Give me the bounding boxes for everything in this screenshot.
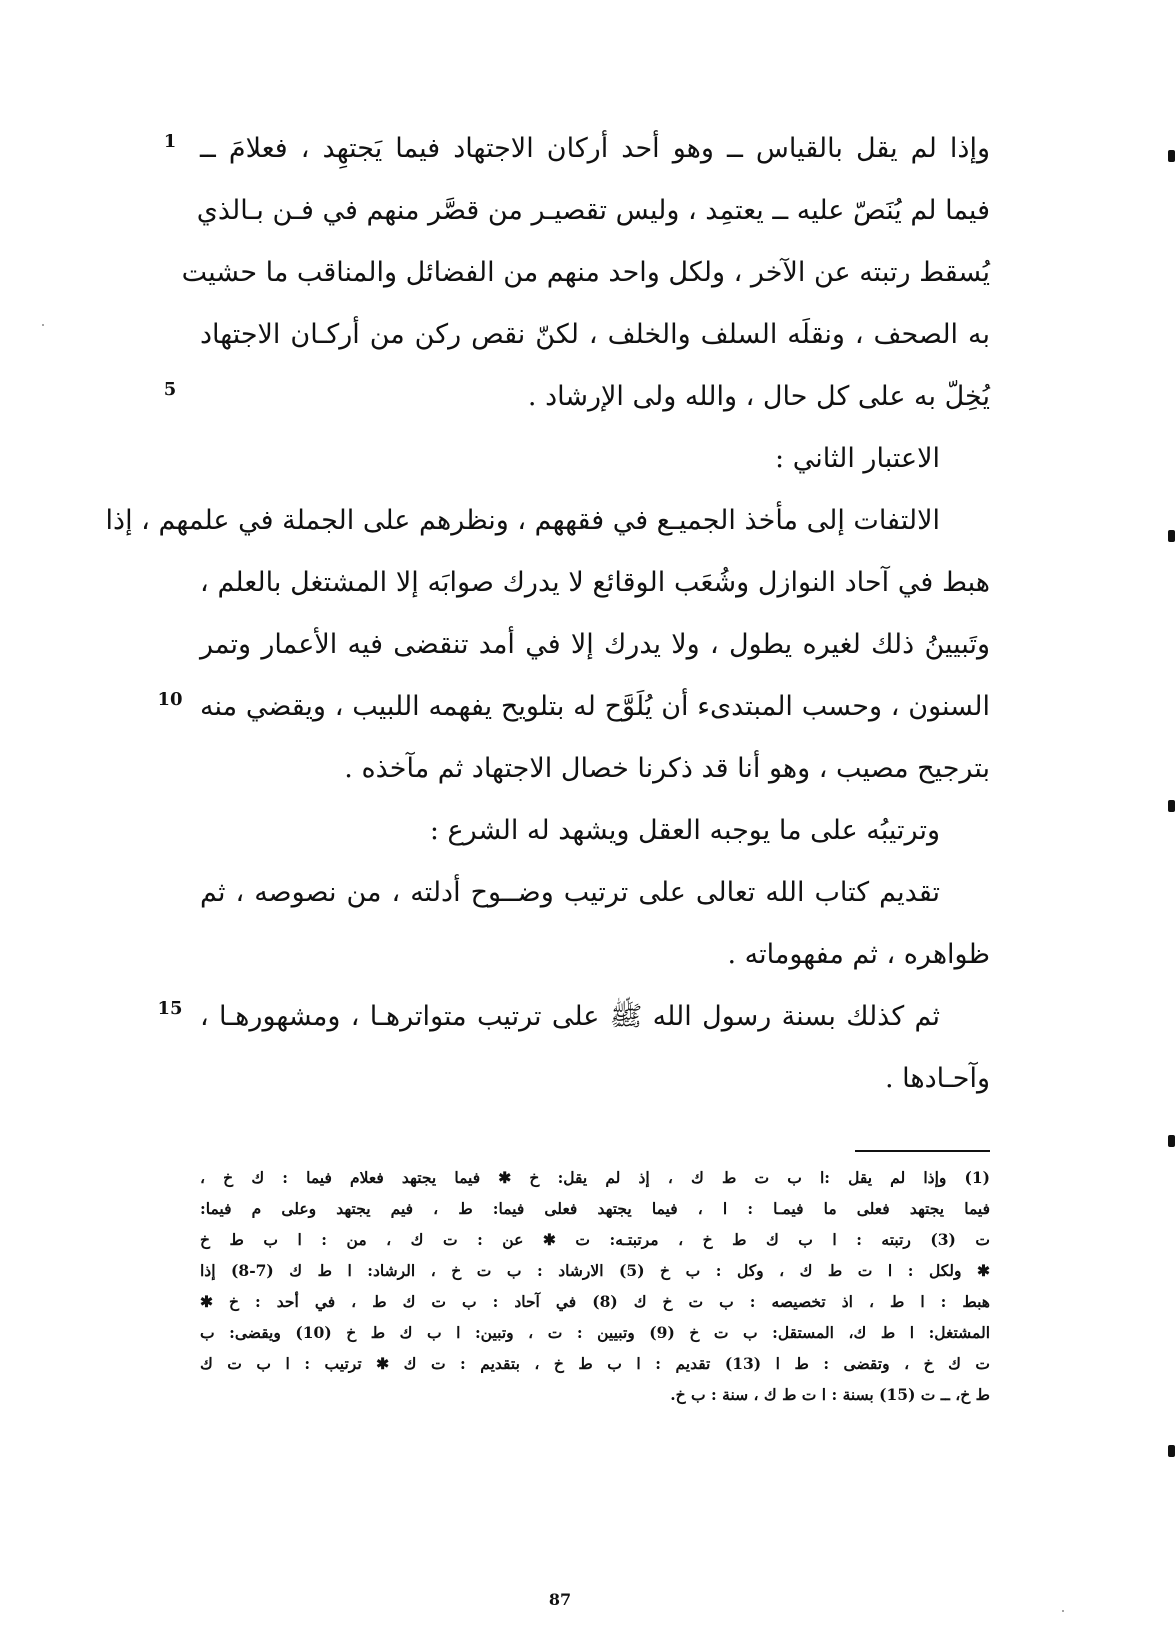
scan-edge-mark [1168,1135,1175,1147]
text-line: السنون ، وحسب المبتدىء أن يُلَوَّح له بتلويح يفهمه اللبيب ، ويقضي منه [200,691,990,722]
text-line: به الصحف ، ونقلَه السلف والخلف ، لكنّ نقص ركن من أركـان الاجتهاد [200,319,990,350]
text-line: بترجيح مصيب ، وهو أنا قد ذكرنا خصال الاجتهاد ثم مآخذه . [344,753,990,784]
line-number: 10 [157,689,183,710]
scan-speck [1062,1610,1064,1612]
scan-edge-mark [1168,800,1175,812]
scan-edge-mark [1168,150,1175,162]
text-line: وترتيبُه على ما يوجبه العقل ويشهد له الشرع : [429,815,940,846]
text-line: الالتفات إلى مأخذ الجميـع في فقههم ، ونظرهم على الجملة في علمهم ، إذا [105,505,940,536]
line-number: 1 [163,131,177,152]
text-line: هبط في آحاد النوازل وشُعَب الوقائع لا يدرك صوابَه إلا المشتغل بالعلم ، [200,567,990,598]
scan-speck [42,324,44,326]
text-line: وتَبيينُ ذلك لغيره يطول ، ولا يدرك إلا في أمد تنقضى فيه الأعمار وتمر [200,629,990,660]
text-line: تقديم كتاب الله تعالى على ترتيب وضــوح أدلته ، من نصوصه ، ثم [200,877,940,908]
footnote-line: هبط : ا ط ، اذ تخصيصه : ب ت خ ك (8) في آحاد : ب ت ك ط ، في أحد : خ ✱ [200,1292,990,1311]
scan-edge-mark [1168,1445,1175,1457]
footnote-line: ✱ ولكل : ا ت ط ك ، وكل : ب خ (5) الارشاد : ب ت خ ، الرشاد: ا ط ك (7-8) إذا [200,1261,991,1280]
text-line: يُسقط رتبته عن الآخر ، ولكل واحد منهم من الفضائل والمناقب ما حشيت [181,257,990,288]
section-heading: الاعتبار الثاني : [775,443,940,474]
text-line: فيما لم يُنَصّ عليه ــ يعتمِد ، وليس تقصيـر من قصَّر منهم في فـن بـالذي [196,195,990,226]
footnote-line: ت (3) رتبته : ا ب ك ط خ ، مرتبتـه: ت ✱ عن : ت ك ، من : ا ب ط خ [200,1230,990,1249]
line-number: 15 [157,998,183,1019]
text-line: وإذا لم يقل بالقياس ــ وهو أحد أركان الاجتهاد فيما يَجتهِد ، فعلامَ ــ [200,133,990,164]
footnote-line: فيما يجتهد فعلى ما فيمـا : ا ، فيما يجتهد فعلى فيما: ط ، فيم يجتهد وعلى م فيما: [200,1199,990,1218]
line-number: 5 [163,379,177,400]
footnote-line: ط خ، ــ ت (15) بسنة : ا ت ط ك ، سنة : ب خ. [670,1385,990,1404]
footnote-line: (1) وإذا لم يقل :ا ب ت ط ك ، إذ لم يقل: خ ✱ فيما يجتهد فعلام فيما : ك خ ، [200,1168,990,1187]
footnote-line: المشتغل: ا ط ك، المستقل: ب ت خ (9) وتبيين : ت ، وتبين: ا ب ك ط خ (10) ويقضى: ب [200,1323,990,1342]
scan-edge-mark [1168,530,1175,542]
text-line: ثم كذلك بسنة رسول الله ﷺ على ترتيب متواترهـا ، ومشهورهـا ، [200,1001,940,1032]
text-line: وآحـادها . [884,1063,990,1094]
text-line: يُخِلّ به على كل حال ، والله ولى الإرشاد . [527,381,990,412]
footnote-divider [855,1150,990,1152]
page-number: 87 [548,1590,572,1609]
footnote-line: ت ك خ ، وتقضى : ط ا (13) تقديم : ا ب ط خ ، بتقديم : ت ك ✱ ترتيب : ا ب ت ك [200,1354,990,1373]
text-line: ظواهره ، ثم مفهوماته . [727,939,990,970]
footnotes [200,1162,990,1410]
